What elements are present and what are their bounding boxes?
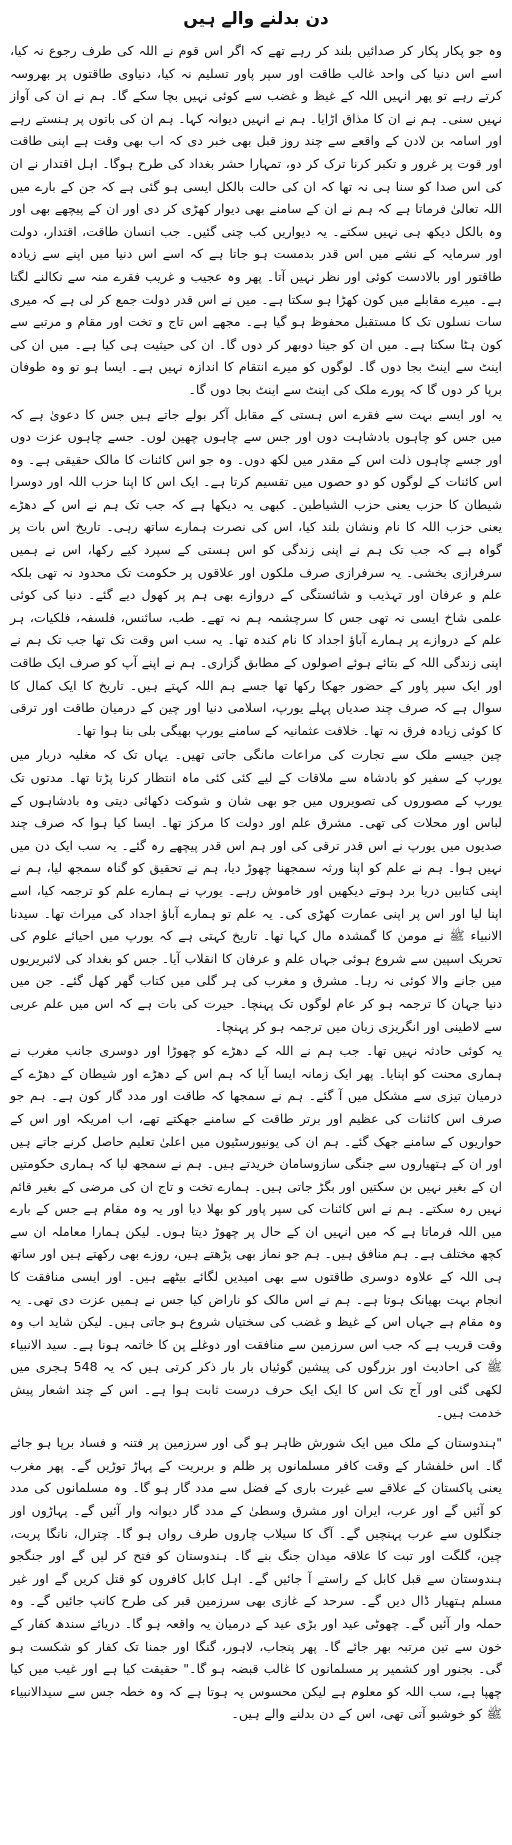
article-paragraph-2: یہ اور ایسے بہت سے فقرے اس ہستی کے مقابل آکر بولے جاتے ہیں جس کا دعویٰ ہے کہ میں جس کو چاہوں بادشاہت دوں اور جس سے چاہوں چھین لوں۔ جسے چاہوں عزت دوں اور جسے چاہوں ذلت اس کے مقدر میں لکھ دوں۔ وہ جو اس کائنات کا مالک حقیقی ہے۔ وہ اس کائنات کے لوگوں کو دو حصوں میں تقسیم کرتا ہے۔ ایک اس کا اپنا حزب اللہ اور دوسرا شیطان کا حزب یعنی حزب الشیاطین۔ کبھی یہ دیکھا ہے کہ جب تک ہم نے اس کے دھڑے یعنی حزب اللہ کا نام ونشان بلند کیا، اس کی نصرت ہمارے ساتھ رہی۔ تاریخ اس بات پر گواہ ہے کہ جب تک ہم نے اپنی زندگی کو اس ہستی کے سپرد کیے رکھا، اس نے ہمیں سرفرازی بخشی۔ یہ سرفرازی صرف ملکوں اور علاقوں پر حکومت تک محدود نہ تھی بلکہ علم و عرفان اور تہذیب و شائستگی کے دروازے بھی ہم پر کھول دیے گئے۔ دنیا کی کوئی علمی شاخ ایسی نہ تھی جس کا سرچشمہ ہم نہ تھے۔ طب، سائنس، فلسفہ، فلکیات، ہر علم کے دروازے پر ہمارے آباؤ اجداد کا نام کندہ تھا۔ یہ سب اس وقت تک تھا جب تک ہم نے اپنی زندگی اللہ کے بتائے ہوئے اصولوں کے مطابق گزاری۔ ہم نے اپنے آپ کو صرف ایک طاقت اور ایک سپر پاور کے حضور جھکا رکھا تھا جسے ہم اللہ کہتے ہیں۔ تاریخ کا ایک کمال کا سوال ہے کہ صرف چند صدیاں پہلے یورپ، اسلامی دنیا اور چین کے درمیان طاقت اور ترقی کا کوئی زیادہ فرق نہ تھا۔ خلافت عثمانیہ کے سامنے یورپ بھیگی بلی بنا ہوا تھا۔	[10, 406, 502, 738]
article-title: دن بدلنے والے ہیں	[183, 9, 329, 29]
article-paragraph-5: "ہندوستان کے ملک میں ایک شورش ظاہر ہو گی اور سرزمین پر فتنہ و فساد برپا ہو جائے گا۔ اس خلفشار کے وقت کافر مسلمانوں پر ظلم و بربریت کے پہاڑ توڑیں گے۔ پھر مغرب یعنی پاکستان کے علاقے سے غیرت باری کے فضل سے مدد گار ہو گا۔ وہ مسلمانوں کی مدد کو آئیں گے اور عرب، ایران اور مشرق وسطیٰ کے مدد گار دیوانہ وار آئیں گے۔ پہاڑوں اور جنگلوں سے عرب پہنچیں گے۔ آگ کا سیلاب چاروں طرف رواں ہو گا۔ چترال، نانگا پربت، چین، گلگت اور تبت کا علاقہ میدان جنگ بنے گا۔ ہندوستان کو فتح کر لیں گے اور جنگجو ہندوستان سے قبل کابل کے راستے آ جائیں گے۔ اہل کابل کافروں کو قتل کریں گے اور غیر مسلم ہتھیار ڈال دیں گے۔ سرحد کے غازی بھی سرزمین قبر کی طرح کانپ جائیں گے۔ وہ حملہ وار آئیں گے۔ چھوٹی عید اور بڑی عید کے درمیان یہ واقعہ ہو گا۔ دریائے سندھ کفار کے خون سے تین مرتبہ بھر جائے گا۔ پھر پنجاب، لاہور، گنگا اور جمنا تک کفار کو شکست ہو گی۔ بجنور اور کشمیر پر مسلمانوں کا غالب قبضہ ہو گا۔" حقیقت کیا ہے اور غیب میں کیا چھپا ہے، سب اللہ کو معلوم ہے لیکن محسوس یہ ہوتا ہے کہ وہ خطہ جس سے سیدالانبیاء ﷺ کو خوشبو آتی تھی، اس کے دن بدلنے والے ہیں۔	[10, 1435, 502, 1722]
article-paragraph-3: چین جیسے ملک سے تجارت کی مراعات مانگی جاتی تھیں۔ یہاں تک کہ مغلیہ دربار میں یورپ کے سفیر کو بادشاہ سے ملاقات کے لیے کئی کئی ماہ انتظار کرنا پڑتا تھا۔ مدتوں تک یورپ کے مصوروں کی تصویروں میں جو بھی شان و شوکت دکھائی دیتی وہ بادشاہوں کے لباس اور محلات کی تھی۔ مشرق علم اور دولت کا مرکز تھا۔ ایسا کیا ہوا کہ صرف چند صدیوں میں یورپ نے اس قدر ترقی کی اور ہم اس قدر پیچھے رہ گئے۔ یہ سب ایک دن میں نہیں ہوا۔ ہم نے علم کو اپنا ورثہ سمجھنا چھوڑ دیا، ہم نے تحقیق کو گناہ سمجھ لیا، ہم نے اپنی کتابیں دریا برد ہوتے دیکھیں اور خاموش رہے۔ یورپ نے ہمارے علم کو ترجمہ کیا، اسے اپنا لیا اور اس پر اپنی عمارت کھڑی کی۔ یہ علم تو ہمارے آباؤ اجداد کی میراث تھا۔ سیدنا الانبیاء ﷺ نے مومن کا گمشدہ مال کہا تھا۔ تاریخ کہتی ہے کہ یورپ میں احیائے علوم کی تحریک اسپین سے شروع ہوئی جہاں علم و عرفان کا انقلاب آیا۔ جس کو بغداد کی لائبریریوں میں جانے والا کوئی نہ رہا۔ مشرق و مغرب کی ہر گلی میں کتاب گھر کھل گئے۔ جن میں دنیا جہان کا ترجمہ ہو کر عام لوگوں تک پہنچا۔ حیرت کی بات ہے کہ اس میں علم عربی سے لاطینی اور انگریزی زبان میں ترجمہ ہو کر پہنچا۔	[10, 747, 502, 1034]
article-paragraph-1: وہ جو پکار پکار کر صدائیں بلند کر رہے تھے کہ اگر اس قوم نے اللہ کی طرف رجوع نہ کیا، اسے اس دنیا کی واحد غالب طاقت اور سپر پاور تسلیم نہ کیا، دنیاوی طاقتوں پر بھروسہ کرتے رہے تو پھر انہیں اللہ کے غیظ و غضب سے کوئی نہیں بچا سکے گا۔ ہم نے ان کی آواز نہیں سنی۔ ہم نے ان کا مذاق اڑایا۔ ہم نے انہیں دیوانہ کہا۔ ہم ان کی باتوں پر ہنستے رہے اور اسامہ بن لادن کے واقعے سے چند روز قبل بھی خبر دی کہ اب بھی وقت ہے اپنی طاقت اور قوت پر غرور و تکبر کرنا ترک کر دو، تمہارا حشر بغداد کی طرح ہوگا۔ اہل اقتدار نے ان کی اس صدا کو سنا ہی نہ تھا کہ ان کی حالت بالکل ایسی ہو گئی ہے کہ جن کے بارے میں اللہ تعالیٰ فرماتا ہے کہ ہم نے ان کے سامنے بھی دیوار کھڑی کر دی اور ان کے پیچھے بھی اور وہ بالکل دیکھ ہی نہیں سکتے۔ یہ دیواریں کب چنی گئیں۔ جب انسان طاقت، اقتدار، دولت اور سرمایہ کے نشے میں اس قدر بدمست ہو جاتا ہے کہ اسے اس دنیا میں اپنے سے زیادہ طاقتور اور بالادست کوئی اور نظر نہیں آتا۔ پھر وہ عجیب و غریب فقرے منہ سے نکالنے لگتا ہے۔ میرے مقابلے میں کون کھڑا ہو سکتا ہے۔ میں نے اس قدر دولت جمع کر لی ہے کہ میری سات نسلوں تک کا مستقبل محفوظ ہو گیا ہے۔ مجھے اس تاج و تخت اور مقام و مرتبے سے کون ہٹا سکتا ہے۔ میں ان کو جینا دوبھر کر دوں گا۔ ان کی حیثیت ہی کیا ہے۔ میں ان کی اینٹ سے اینٹ بجا دوں گا۔ لوگوں کو میرے انتقام کا اندازہ نہیں ہے۔ ایسا ہو تو وہ طوفان برپا کر دوں گا کہ پورے ملک کی اینٹ سے اینٹ بجا دوں گا۔	[10, 43, 502, 397]
article-paragraph-4: یہ کوئی حادثہ نہیں تھا۔ جب ہم نے اللہ کے دھڑے کو چھوڑا اور دوسری جانب مغرب نے ہماری محنت کو اپنایا۔ پھر ایک زمانہ ایسا آیا کہ ہم اس کے دھڑے اور شیطان کے دھڑے کے درمیان تیزی سے مشکل میں آ گئے۔ ہم نے سمجھا کہ طاقت اور مدد گار کون ہے۔ ہم جو صرف اس کائنات کی عظیم اور برتر طاقت کے سامنے جھکتے تھے، اب امریکہ اور اس کے حواریوں کے سامنے جھک گئے۔ ہم ان کی یونیورسٹیوں میں اعلیٰ تعلیم حاصل کرنے جاتے ہیں اور ان کے ہتھیاروں سے جنگی سازوسامان خریدتے ہیں۔ ہم نے سمجھ لیا کہ ہماری حکومتیں ان کے بغیر نہیں بن سکتیں اور بگڑ جاتی ہیں۔ ہمارے تخت و تاج ان کی مرضی کے بغیر قائم نہیں رہ سکتے۔ ہم نے اس کائنات کی سپر پاور کو بھلا دیا اور یہ وہ مقام ہے جس کے بارے میں اللہ فرماتا ہے کہ میں انہیں ان کے حال پر چھوڑ دیتا ہوں۔ لیکن ہمارا معاملہ ان سے کچھ مختلف ہے۔ ہم منافق ہیں۔ ہم جو نماز بھی پڑھتے ہیں، روزے بھی رکھتے ہیں اور ساتھ ہی اللہ کے علاوہ دوسری طاقتوں سے بھی امیدیں لگائے بیٹھے ہیں۔ اور ایسی منافقت کا انجام بہت بھیانک ہوتا ہے۔ ہم نے اس مالک کو ناراض کیا جس نے ہمیں عزت دی تھی۔ یہ وہ مقام ہے جہاں اس کے غیظ و غضب کی سختیاں شروع ہو جاتی ہیں۔ لیکن شاید اب وہ وقت قریب ہے کہ جب اس سرزمین سے منافقت اور دوغلے پن کا خاتمہ ہونا ہے۔ سید الانبیاء ﷺ کی احادیث اور بزرگوں کی پیشین گوئیاں بار بار ذکر کرتی ہیں کہ یہ 548 ہجری میں لکھی گئی اور آج تک اس کا ایک ایک حرف درست ثابت ہوا ہے۔ اس کے چند اشعار پیش خدمت ہیں۔	[9, 1043, 502, 1420]
